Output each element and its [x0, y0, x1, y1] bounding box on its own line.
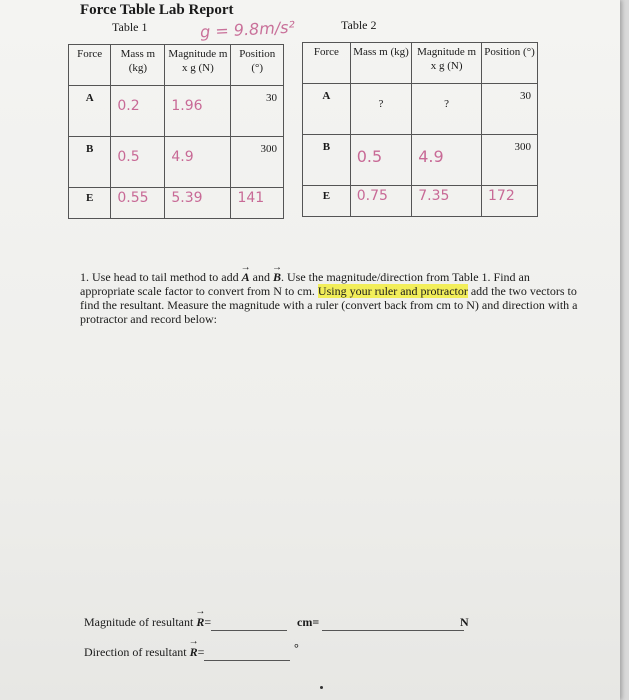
- equals-sign: =: [204, 615, 212, 629]
- magnitude-cell: [165, 137, 231, 188]
- mass-cell: [350, 135, 411, 186]
- mass-cell: [350, 186, 411, 217]
- magnitude-cell: [412, 186, 482, 217]
- table1-header-magnitude: Magnitude m x g (N): [165, 45, 231, 86]
- table-row: [303, 186, 538, 217]
- equals-sign: =: [197, 645, 205, 659]
- table1-header-force: Force: [69, 45, 111, 86]
- handwritten-mass: 0.75: [356, 188, 388, 204]
- force-label: B: [69, 137, 111, 188]
- magnitude-cell: [165, 86, 231, 137]
- magnitude-cell: [165, 188, 231, 219]
- force-label: B: [303, 135, 351, 186]
- mass-cell: [111, 188, 165, 219]
- degree-symbol: °: [294, 641, 299, 655]
- page-title: Force Table Lab Report: [80, 2, 234, 18]
- instructions-text: 1. Use head to tail method to add: [80, 270, 242, 284]
- handwritten-magnitude: 4.9: [418, 147, 444, 166]
- vector-r-symbol: → R: [196, 615, 204, 629]
- table2-header-force: Force: [303, 43, 351, 84]
- highlighted-text: Using your ruler and protractor: [317, 284, 468, 298]
- mass-cell: [350, 84, 411, 135]
- instructions-text: . Use the magnitude/direction from Table 1. Find an appropriate scale factor to convert from N to cm.: [80, 270, 530, 298]
- table2-header-position: Position (°): [482, 43, 538, 84]
- unknown-magnitude: ?: [444, 98, 450, 110]
- table2-header-magnitude: Magnitude m x g (N): [412, 43, 482, 84]
- magnitude-n-blank[interactable]: [322, 615, 464, 631]
- table1: [68, 44, 284, 219]
- direction-blank[interactable]: [204, 645, 290, 661]
- handwritten-mass: 0.5: [117, 149, 140, 165]
- handwritten-mass: 0.55: [117, 190, 149, 206]
- handwritten-magnitude: 4.9: [171, 149, 194, 165]
- force-label: E: [303, 186, 351, 217]
- vector-a-symbol: → A: [242, 270, 250, 284]
- force-label: A: [303, 84, 351, 135]
- direction-label: Direction of resultant: [84, 645, 190, 659]
- magnitude-cm-blank[interactable]: [211, 615, 287, 631]
- magnitude-cell: [412, 135, 482, 186]
- magnitude-cell: [412, 84, 482, 135]
- instructions-text: and: [249, 270, 273, 284]
- table2-label: Table 2: [341, 18, 377, 32]
- handwritten-position: 141: [237, 190, 265, 206]
- mass-cell: [111, 86, 165, 137]
- cm-label: cm=: [297, 615, 320, 629]
- instructions-paragraph: [80, 270, 580, 326]
- handwritten-position: 172: [488, 188, 515, 204]
- handwritten-magnitude: 5.39: [171, 190, 203, 206]
- magnitude-label: Magnitude of resultant: [84, 615, 197, 629]
- table2: [302, 42, 538, 217]
- handwritten-mass: 0.5: [356, 147, 383, 166]
- force-label: A: [69, 86, 111, 137]
- gravity-handwritten-note: g = 9.8m/s²: [199, 17, 296, 42]
- n-unit-label: N: [460, 615, 469, 629]
- table2-header-mass: Mass m (kg): [350, 43, 411, 84]
- table-row: [69, 86, 284, 137]
- handwritten-magnitude: 1.96: [171, 98, 203, 114]
- table-row: [303, 84, 538, 135]
- handwritten-magnitude: 7.35: [418, 188, 450, 204]
- paper-speck: [320, 686, 323, 689]
- vector-r-symbol: → R: [190, 645, 198, 659]
- table-row: [69, 137, 284, 188]
- magnitude-resultant-row: [84, 615, 484, 631]
- table1-label: Table 1: [112, 20, 148, 34]
- table-row: [69, 188, 284, 219]
- position-cell: 300: [231, 137, 284, 188]
- direction-resultant-row: [84, 641, 384, 661]
- instructions-text: add the two vectors to find the resultant. Measure the magnitude with a ruler (convert back from cm to N) and direction with a protractor and record below:: [80, 284, 578, 326]
- force-label: E: [69, 188, 111, 219]
- position-cell: 30: [482, 84, 538, 135]
- position-cell: [482, 186, 538, 217]
- position-cell: 300: [482, 135, 538, 186]
- table1-header-position: Position (°): [231, 45, 284, 86]
- handwritten-mass: 0.2: [117, 98, 140, 114]
- unknown-mass: ?: [378, 98, 384, 110]
- vector-b-symbol: → B: [273, 270, 281, 284]
- position-cell: [231, 188, 284, 219]
- table1-header-mass: Mass m (kg): [111, 45, 165, 86]
- mass-cell: [111, 137, 165, 188]
- table-row: [303, 135, 538, 186]
- position-cell: 30: [231, 86, 284, 137]
